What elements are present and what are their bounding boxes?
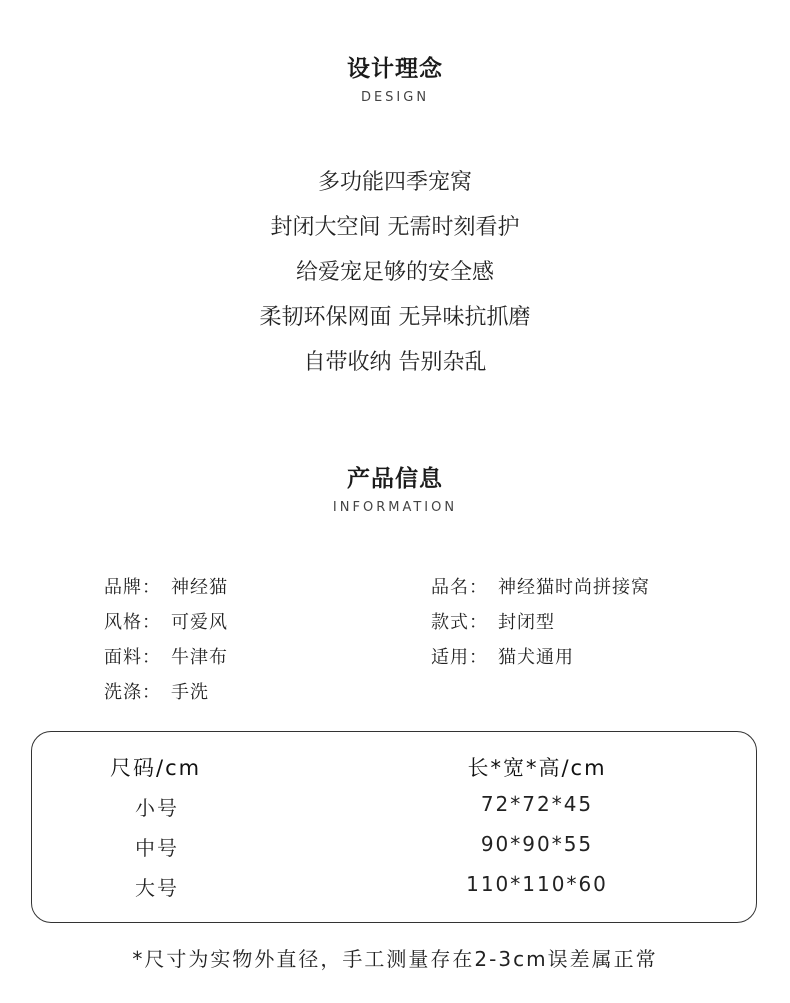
design-feature-line: 柔韧环保网面 无异味抗抓磨 bbox=[259, 305, 531, 330]
info-value: 可爱风 bbox=[171, 612, 228, 633]
info-value: 神经猫时尚拼接窝 bbox=[498, 577, 650, 598]
info-value: 封闭型 bbox=[498, 612, 555, 633]
size-name-large: 大号 bbox=[135, 876, 179, 900]
size-dims-medium: 90*90*55 bbox=[480, 832, 594, 856]
info-label: 款式： bbox=[431, 612, 488, 633]
info-item-washing bbox=[104, 675, 209, 710]
design-title: 设计理念 bbox=[347, 56, 443, 82]
info-label: 风格： bbox=[104, 612, 161, 633]
info-item-suitable bbox=[431, 640, 574, 675]
design-feature-line: 封闭大空间 无需时刻看护 bbox=[270, 215, 520, 240]
info-value: 猫犬通用 bbox=[498, 647, 574, 668]
design-feature-line: 自带收纳 告别杂乱 bbox=[303, 350, 487, 375]
info-label: 洗涤： bbox=[104, 682, 161, 703]
size-name-small: 小号 bbox=[135, 796, 179, 820]
info-value: 牛津布 bbox=[171, 647, 228, 668]
design-feature-line: 多功能四季宠窝 bbox=[317, 170, 472, 195]
info-value: 神经猫 bbox=[171, 577, 228, 598]
size-dims-small: 72*72*45 bbox=[480, 792, 594, 816]
info-item-product-name bbox=[431, 570, 650, 605]
dimension-header-label: 长*宽*高/cm bbox=[467, 756, 607, 780]
size-dims-large: 110*110*60 bbox=[466, 872, 608, 896]
info-label: 品牌： bbox=[104, 577, 161, 598]
info-label: 适用： bbox=[431, 647, 488, 668]
info-item-style bbox=[104, 605, 228, 640]
design-feature-list bbox=[0, 160, 790, 385]
measurement-note: *尺寸为实物外直径，手工测量存在2-3cm误差属正常 bbox=[132, 947, 658, 971]
info-label: 面料： bbox=[104, 647, 161, 668]
design-feature-line: 给爱宠足够的安全感 bbox=[295, 260, 494, 285]
info-title: 产品信息 bbox=[347, 466, 443, 492]
info-item-fabric bbox=[104, 640, 228, 675]
info-value: 手洗 bbox=[171, 682, 209, 703]
design-subtitle: DESIGN bbox=[360, 90, 430, 105]
info-label: 品名： bbox=[431, 577, 488, 598]
size-name-medium: 中号 bbox=[135, 836, 179, 860]
size-header-label: 尺码/cm bbox=[110, 756, 202, 780]
info-item-type bbox=[431, 605, 555, 640]
info-item-brand bbox=[104, 570, 228, 605]
info-subtitle: INFORMATION bbox=[332, 500, 458, 515]
size-table bbox=[31, 731, 757, 923]
